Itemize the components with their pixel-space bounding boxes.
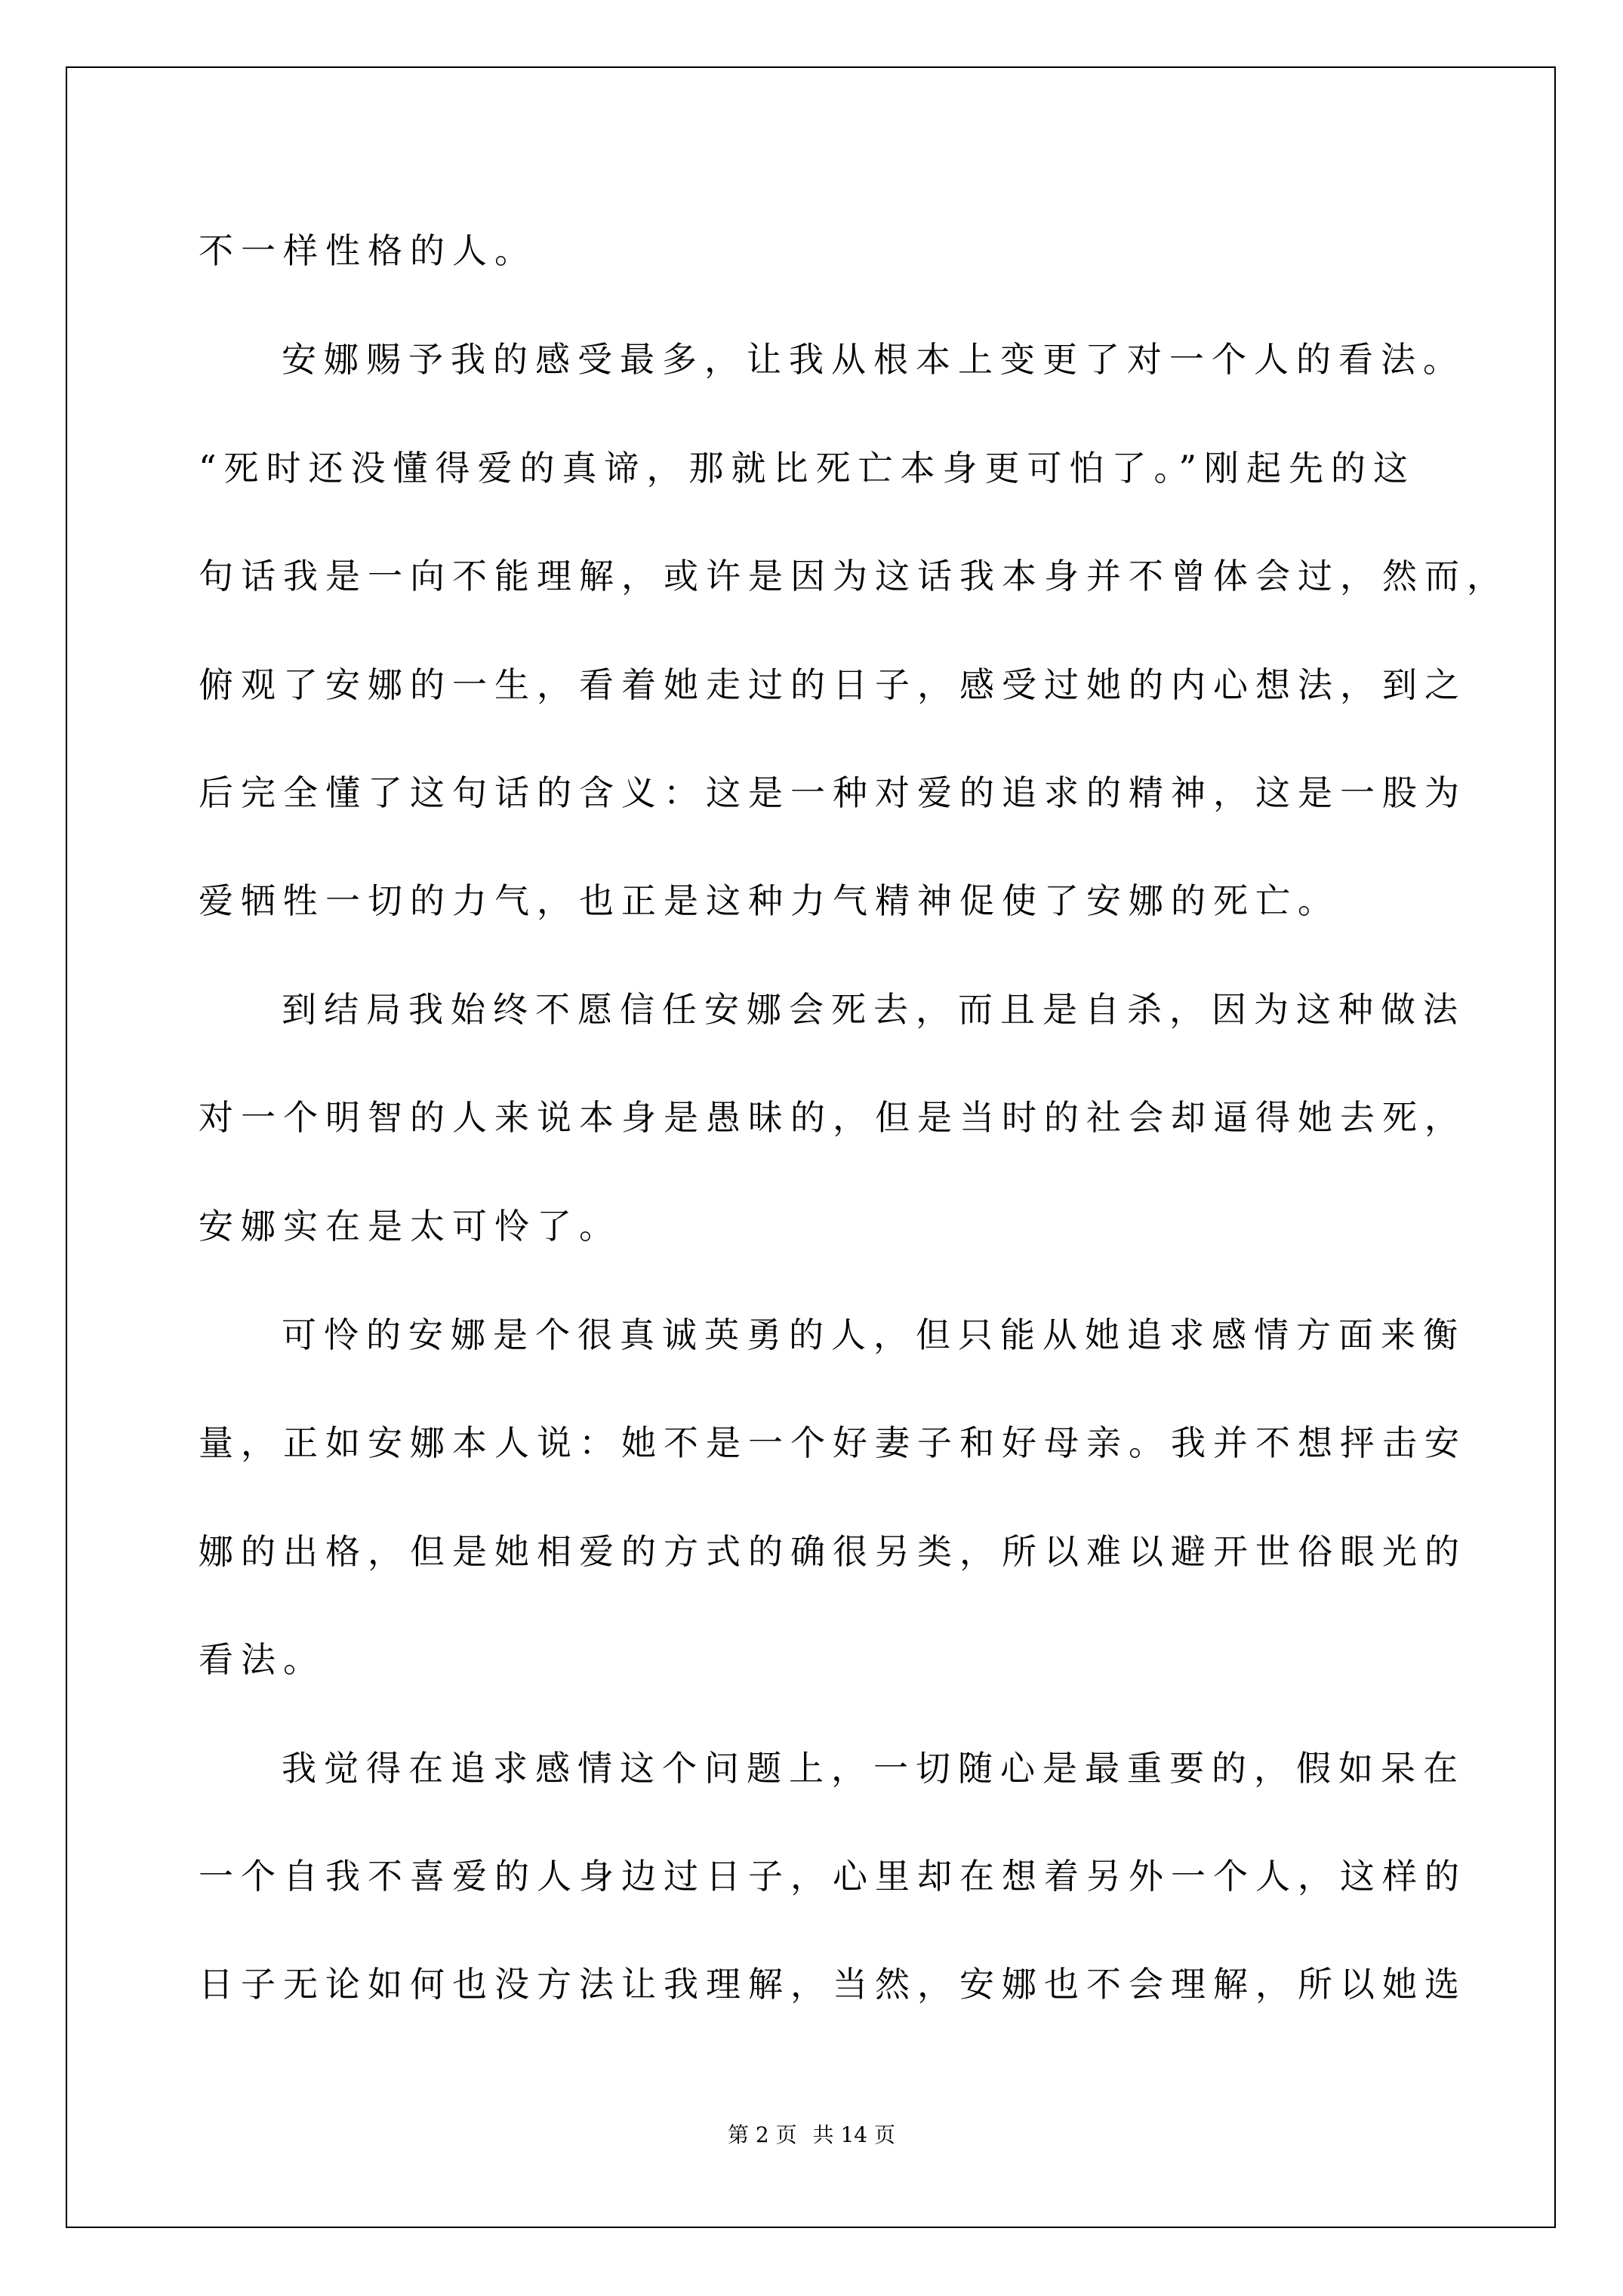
page-border [66,66,1556,2228]
text-line: 看法。 [199,1639,325,1680]
text-line: 不一样性格的人。 [199,230,537,271]
page-footer [0,2122,1623,2149]
text-line: 安娜实在是太可怜了。 [199,1206,621,1247]
text-line: 句话我是一向不能理解，或许是因为这话我本身并不曾体会过，然而， [199,556,1509,596]
text-line: 一个自我不喜爱的人身边过日子，心里却在想着另外一个人，这样的 [199,1856,1467,1897]
text-line: “死时还没懂得爱的真谛，那就比死亡本身更可怕了。”刚起先的这 [199,448,1416,488]
text-line: 可怜的安娜是个很真诚英勇的人，但只能从她追求感情方面来衡 [282,1314,1465,1355]
text-line: 爱牺牲一切的力气，也正是这种力气精神促使了安娜的死亡。 [199,880,1340,921]
text-line: 娜的出格，但是她相爱的方式的确很另类，所以难以避开世俗眼光的 [199,1531,1467,1572]
text-line: 安娜赐予我的感受最多，让我从根本上变更了对一个人的看法。 [282,339,1465,380]
total-pages: 共 14 页 [812,2122,895,2147]
text-line: 后完全懂了这句话的含义：这是一种对爱的追求的精神，这是一股为 [199,772,1467,813]
text-line: 俯观了安娜的一生，看着她走过的日子，感受过她的内心想法，到之 [199,664,1467,705]
page-number: 第 2 页 [728,2122,797,2147]
text-line: 到结局我始终不愿信任安娜会死去，而且是自杀，因为这种做法 [282,989,1465,1030]
text-line: 我觉得在追求感情这个问题上，一切随心是最重要的，假如呆在 [282,1748,1465,1789]
text-line: 日子无论如何也没方法让我理解，当然，安娜也不会理解，所以她选 [199,1964,1467,2005]
text-line: 量，正如安娜本人说：她不是一个好妻子和好母亲。我并不想抨击安 [199,1422,1467,1463]
text-line: 对一个明智的人来说本身是愚昧的，但是当时的社会却逼得她去死， [199,1097,1467,1138]
